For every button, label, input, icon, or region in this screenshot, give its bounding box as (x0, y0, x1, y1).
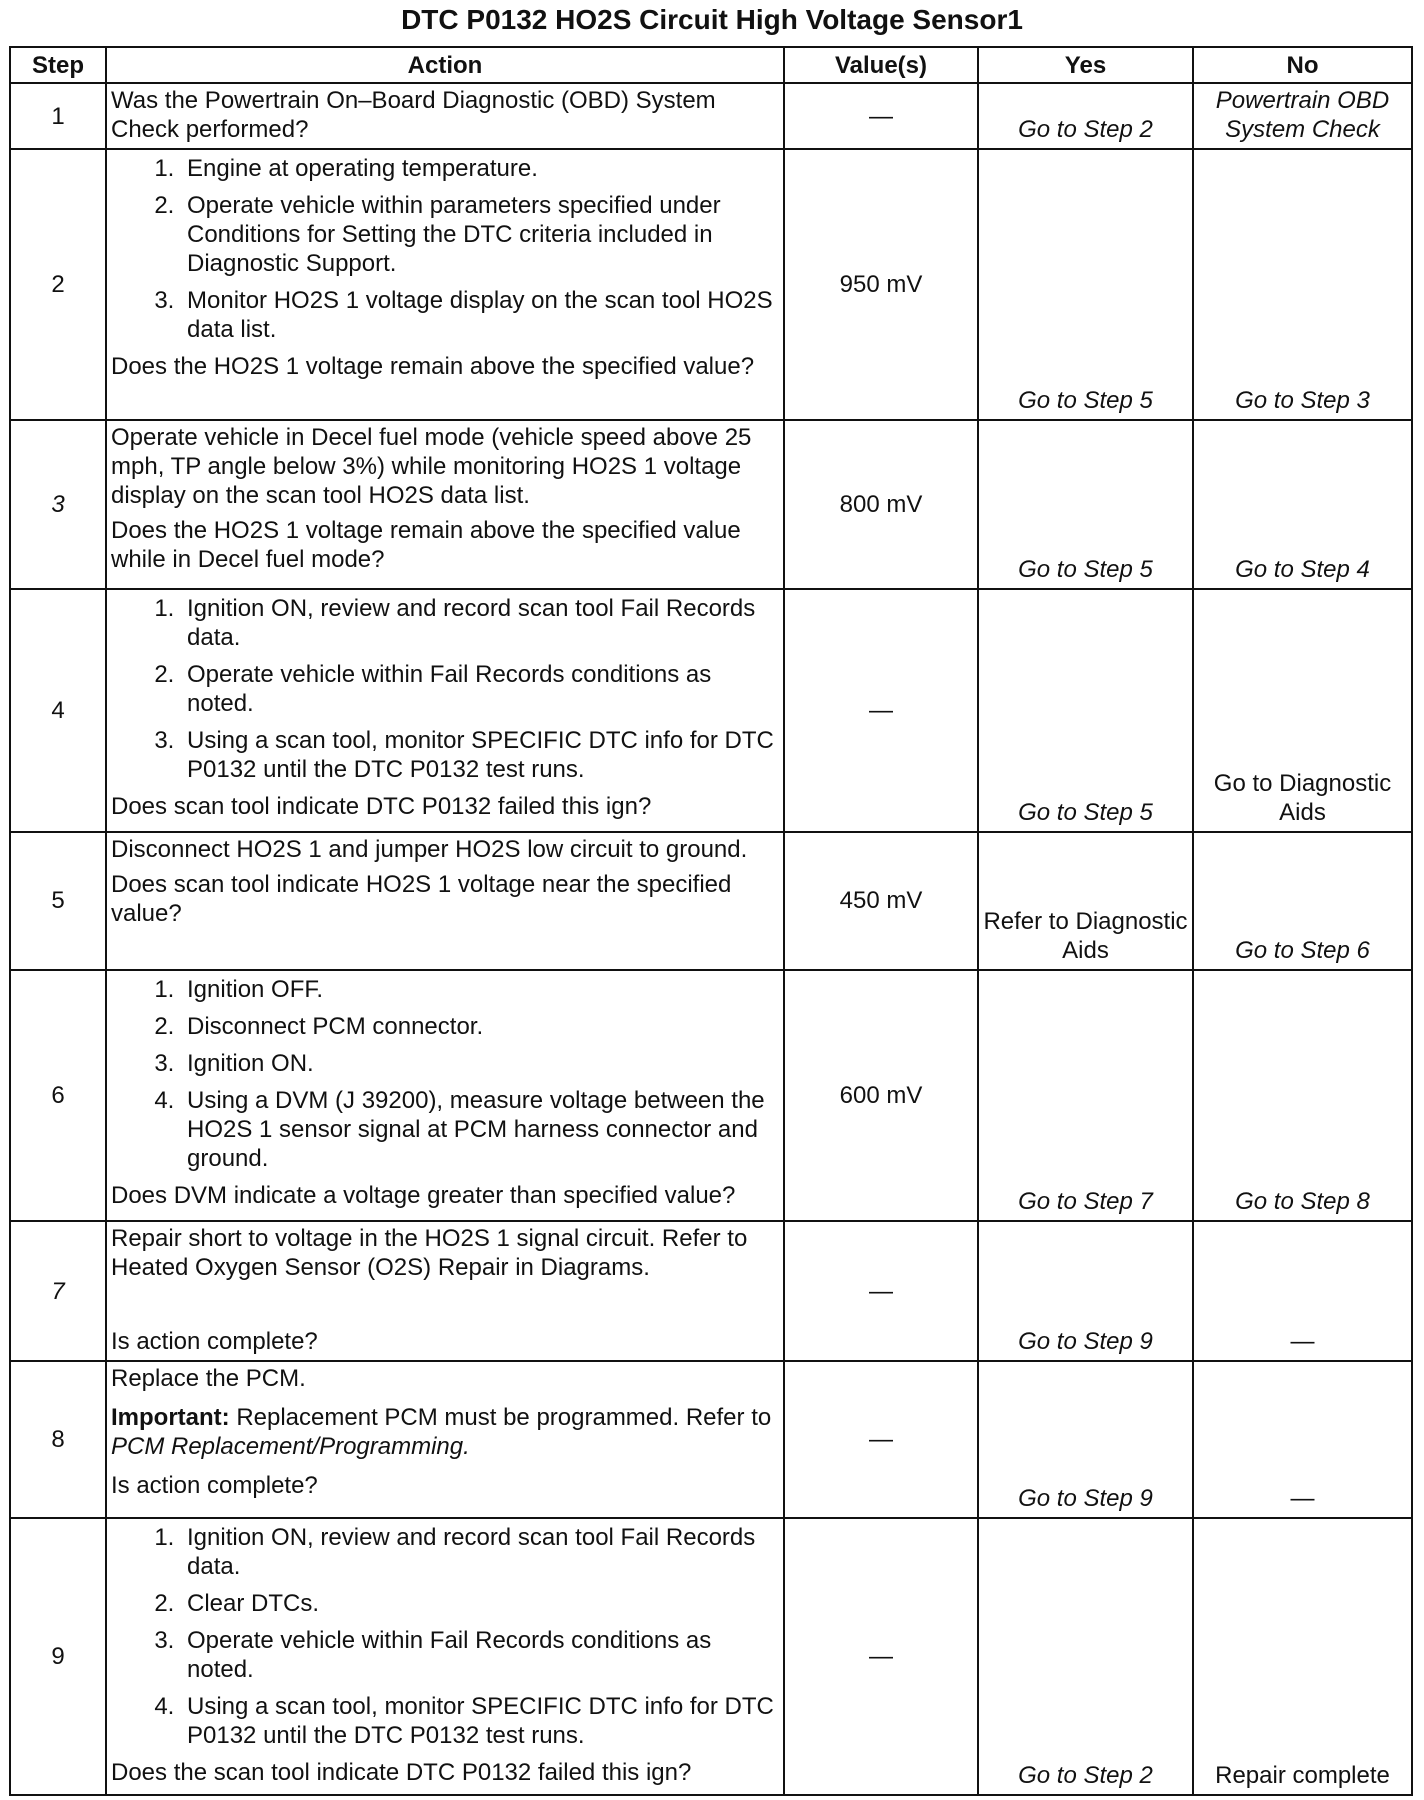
table-row (10, 832, 1412, 970)
table-row (10, 1361, 1412, 1518)
header-row (10, 47, 1412, 83)
no-cell: Go to Step 8 (1193, 970, 1412, 1221)
value-cell: 600 mV (784, 970, 978, 1221)
action-cell (106, 1361, 784, 1518)
yes-cell: Go to Step 5 (978, 589, 1193, 832)
action-cell (106, 1221, 784, 1361)
action-item: 4. Using a DVM (J 39200), measure voltage between the HO2S 1 sensor signal at PCM harness connector and ground. (181, 1086, 779, 1173)
action-list (111, 975, 779, 1173)
table-row (10, 970, 1412, 1221)
action-cell (106, 832, 784, 970)
action-cell (106, 149, 784, 420)
step-number: 4 (10, 589, 106, 832)
yes-cell: Refer to Diagnostic Aids (978, 832, 1193, 970)
no-cell: — (1193, 1361, 1412, 1518)
action-item: 3. Using a scan tool, monitor SPECIFIC DTC info for DTC P0132 until the DTC P0132 test runs. (181, 726, 779, 784)
action-question: Does the HO2S 1 voltage remain above the specified value? (111, 353, 755, 381)
action-item: 1. Ignition ON, review and record scan tool Fail Records data. (181, 1523, 779, 1581)
step-number: 9 (10, 1518, 106, 1795)
yes-cell: Go to Step 2 (978, 83, 1193, 149)
step-number: 8 (10, 1361, 106, 1518)
action-item: 2. Operate vehicle within Fail Records conditions as noted. (181, 660, 779, 718)
action-question: Does the HO2S 1 voltage remain above the specified value while in Decel fuel mode? (111, 517, 741, 574)
header-action: Action (106, 47, 784, 83)
no-cell: — (1193, 1221, 1412, 1361)
header-no: No (1193, 47, 1412, 83)
step-number: 6 (10, 970, 106, 1221)
header-values: Value(s) (784, 47, 978, 83)
yes-cell: Go to Step 2 (978, 1518, 1193, 1795)
action-question: Does scan tool indicate HO2S 1 voltage near the specified value? (111, 870, 732, 927)
action-question: Does scan tool indicate DTC P0132 failed this ign? (111, 792, 652, 820)
table-row (10, 1518, 1412, 1795)
important-note (111, 1403, 779, 1461)
step-number: 3 (10, 420, 106, 589)
action-text: Replace the PCM. (111, 1365, 306, 1393)
table-row (10, 420, 1412, 589)
yes-cell: Go to Step 9 (978, 1361, 1193, 1518)
action-item: 2. Operate vehicle within parameters specified under Conditions for Setting the DTC criteria included in Diagnostic Support. (181, 191, 779, 278)
step-number: 1 (10, 83, 106, 149)
no-cell: Go to Step 6 (1193, 832, 1412, 970)
value-cell: — (784, 589, 978, 832)
action-item: 2. Disconnect PCM connector. (181, 1012, 779, 1041)
value-cell: 950 mV (784, 149, 978, 420)
action-item: 4. Using a scan tool, monitor SPECIFIC DTC info for DTC P0132 until the DTC P0132 test runs. (181, 1692, 779, 1750)
action-list (111, 154, 779, 344)
action-text: Disconnect HO2S 1 and jumper HO2S low circuit to ground. (111, 835, 748, 863)
action-list (111, 1523, 779, 1750)
table-row (10, 589, 1412, 832)
value-cell: — (784, 1221, 978, 1361)
no-cell: Go to Diagnostic Aids (1193, 589, 1412, 832)
action-item: 3. Ignition ON. (181, 1049, 779, 1078)
action-cell (106, 420, 784, 589)
value-cell: — (784, 1361, 978, 1518)
no-cell: Powertrain OBD System Check (1193, 83, 1412, 149)
header-yes: Yes (978, 47, 1193, 83)
yes-cell: Go to Step 5 (978, 149, 1193, 420)
action-item: 1. Ignition OFF. (181, 975, 779, 1004)
action-question: Does the scan tool indicate DTC P0132 failed this ign? (111, 1758, 692, 1786)
step-number: 5 (10, 832, 106, 970)
yes-cell: Go to Step 7 (978, 970, 1193, 1221)
important-text: Replacement PCM must be programmed. Refer to (229, 1404, 772, 1432)
action-list (111, 594, 779, 784)
value-cell: 450 mV (784, 832, 978, 970)
action-item: 2. Clear DTCs. (181, 1589, 779, 1618)
no-cell: Repair complete (1193, 1518, 1412, 1795)
value-cell: — (784, 83, 978, 149)
value-cell: 800 mV (784, 420, 978, 589)
no-cell: Go to Step 3 (1193, 149, 1412, 420)
yes-cell: Go to Step 5 (978, 420, 1193, 589)
action-cell (106, 589, 784, 832)
step-number: 7 (10, 1221, 106, 1361)
value-cell: — (784, 1518, 978, 1795)
action-item: 1. Engine at operating temperature. (181, 154, 779, 183)
step-number: 2 (10, 149, 106, 420)
important-reference: PCM Replacement/Programming. (111, 1433, 470, 1461)
action-question: Does DVM indicate a voltage greater than specified value? (111, 1182, 736, 1210)
action-cell (106, 1518, 784, 1795)
diagnostic-table (9, 46, 1413, 1796)
no-cell: Go to Step 4 (1193, 420, 1412, 589)
header-step: Step (10, 47, 106, 83)
important-label: Important: (111, 1404, 230, 1432)
table-row (10, 83, 1412, 149)
action-item: 3. Operate vehicle within Fail Records conditions as noted. (181, 1626, 779, 1684)
yes-cell: Go to Step 9 (978, 1221, 1193, 1361)
action-text: Operate vehicle in Decel fuel mode (vehicle speed above 25 mph, TP angle below 3%) while monitoring HO2S 1 voltage display on the scan tool HO2S data list. (111, 424, 752, 510)
table-row (10, 149, 1412, 420)
action-text: Was the Powertrain On–Board Diagnostic (OBD) System Check performed? (111, 87, 716, 143)
action-cell (106, 83, 784, 149)
action-question: Is action complete? (111, 1472, 318, 1500)
action-text: Repair short to voltage in the HO2S 1 signal circuit. Refer to Heated Oxygen Sensor (O2S) Repair in Diagrams. (111, 1224, 748, 1281)
action-item: 3. Monitor HO2S 1 voltage display on the scan tool HO2S data list. (181, 286, 779, 344)
document-title: DTC P0132 HO2S Circuit High Voltage Sensor1 (401, 4, 1023, 35)
action-question: Is action complete? (111, 1328, 318, 1356)
action-item: 1. Ignition ON, review and record scan tool Fail Records data. (181, 594, 779, 652)
action-cell (106, 970, 784, 1221)
table-row (10, 1221, 1412, 1361)
